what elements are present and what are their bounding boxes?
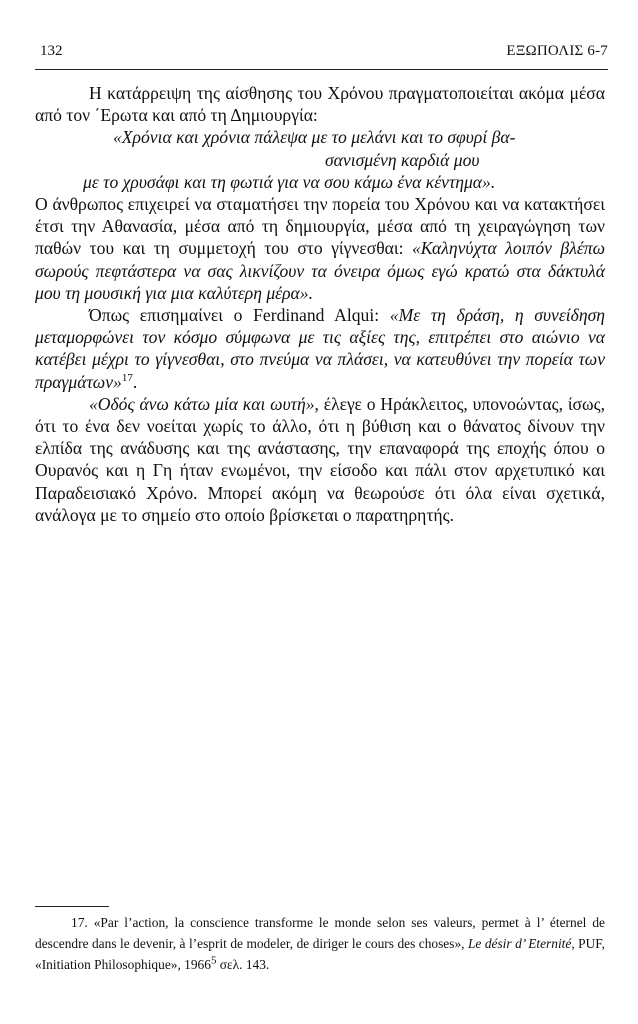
alqui-end: . [132, 371, 138, 392]
footnote-publisher: , PUF, «Initiation Philosophique», 1966 [35, 936, 605, 972]
footnote-pages: σελ. 143. [216, 957, 270, 972]
footnote-rule [35, 906, 109, 907]
footnote-17 [35, 912, 605, 975]
paragraph-alqui [35, 304, 605, 393]
heraclitus-quote: «Οδός άνω κάτω μία και ωυτή» [89, 393, 315, 414]
footnote-book-title: Le désir d’ Eternité [467, 936, 572, 951]
header-rule [35, 69, 608, 70]
alqui-text: Όπως επισημαίνει ο Ferdinand Alqui: [89, 305, 390, 326]
paragraph-heraclitus [35, 393, 605, 526]
alqui-quote: «Με τη δράση, η συνείδηση μεταμορφώνει τον κόσμο σύμφωνα με τις αξίες της, επιτρέπει στο αιώνιο να κατέβει μέχρι το γίγνεσθαι, στο πνεύμα να πλάσει, να κατευθύνει την πορεία των πραγμάτων» [35, 305, 605, 392]
running-head: ΕΞΩΠΟΛΙΣ 6-7 [506, 43, 608, 59]
paragraph-creation [35, 193, 605, 304]
poem-line-3: με το χρυσάφι και τη φωτιά για να σου κάμω ένα κέντημα». [83, 171, 496, 192]
heraclitus-text: , έλεγε ο Ηράκλειτος, υπονοώντας, ίσως, ότι το ένα δεν νοείται χωρίς το άλλο, ότι η βύθιση και ο θάνατος δίνουν την ελπίδα της ανάδυσης και της ανάστασης, την επαναφορά της εποχής όπου ο Ουρανός και η Γη ήταν ενωμένοι, την είσοδο και πάλι στον αρχετυπικό και Παραδεισιακό Χρόνο. Μπορεί ακόμη να θεωρούσε ότι όλα είναι σχετικά, ανάλογα με το σημείο στο οποίο βρίσκεται ο παρατηρητής. [35, 393, 605, 525]
footnote-edition: 5 [210, 954, 217, 967]
poem-line-2: σανισμένη καρδιά μου [325, 149, 480, 170]
page-number: 132 [40, 43, 63, 59]
intro-text: Η κατάρρειψη της αίσθησης του Χρόνου πραγματοποιείται ακόμα μέσα από τον ΄Ερωτα και από τη Δημιουργία: [35, 83, 605, 126]
creation-quote: «Καληνύχτα λοιπόν βλέπω σωρούς πεφτάστερα να σας λικνίζουν τα όνειρα όμως εγώ κρατώ στα δάκτυλά μου τη μουσική για μια καλύτερη μέρα». [35, 238, 605, 303]
poem-line-1: «Χρόνια και χρόνια πάλεψα με το μελάνι και το σφυρί βα- [113, 127, 516, 148]
footnote-text: 17. «Par l’action, la conscience transforme le monde selon ses valeurs, permet à l’ éternel de descendre dans le devenir, à l’esprit de modeler, de diriger le cours des choses», [35, 915, 605, 951]
footnote [35, 912, 605, 975]
paragraph-intro [35, 82, 605, 126]
creation-text: Ο άνθρωπος επιχειρεί να σταματήσει την πορεία του Χρόνου και να κατακτήσει έτσι την Αθανασία, μέσα από τη δημιουργία, μέσα από τη χειραγώγηση των παθών του και τη συμμετοχή του στο γίγνεσθαι: [35, 194, 605, 259]
footnote-ref: 17 [121, 371, 133, 384]
body-text [35, 82, 605, 526]
